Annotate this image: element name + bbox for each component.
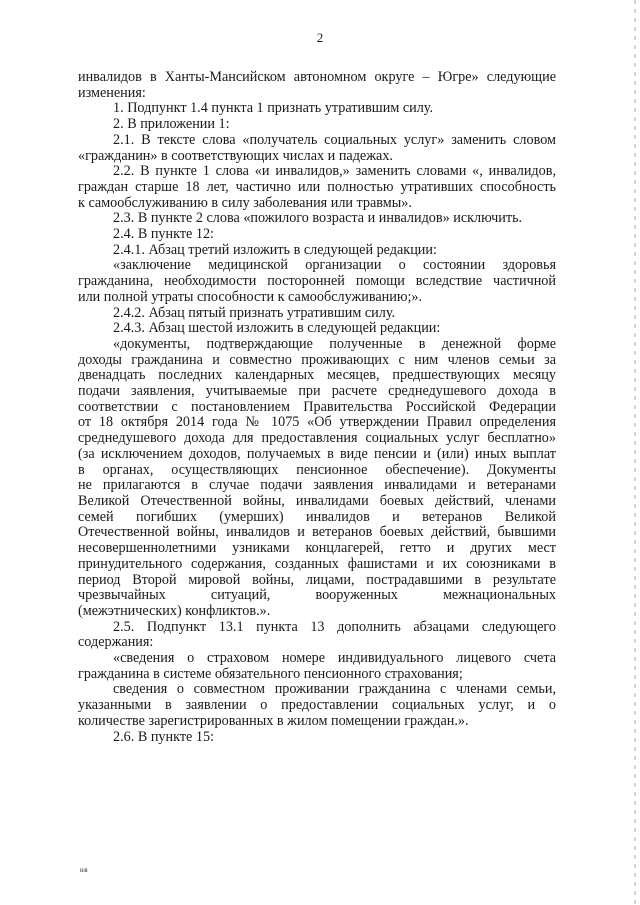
text-line: граждан старше 18 лет, частично или полностью утративших способность xyxy=(78,178,556,195)
text-line: не прилагаются в случае подачи заявления инвалидами и ветеранами xyxy=(78,477,556,494)
text-line: двенадцать последних календарных месяцев, предшествующих месяцу xyxy=(78,367,556,384)
text-line: подачи заявления, учитываемые при расчете среднедушевого дохода в xyxy=(78,383,556,400)
text-line: «заключение медицинской организации о состоянии здоровья xyxy=(113,257,556,274)
text-line: доходы гражданина и совместно проживающих с ним членов семьи за xyxy=(78,351,556,368)
text-line: семей погибших (умерших) инвалидов и ветеранов Великой xyxy=(78,508,556,525)
text-line: в органах, осуществляющих пенсионное обеспечение). Документы xyxy=(78,461,556,478)
text-line: от 18 октября 2014 года № 1075 «Об утверждении Правил определения xyxy=(78,414,556,431)
text-line: 2.5. Подпункт 13.1 пункта 13 дополнить абзацами следующего xyxy=(113,618,556,635)
text-line: «документы, подтверждающие полученные в денежной форме xyxy=(113,335,556,352)
text-line: сведения о совместном проживании гражданина с членами семьи, xyxy=(113,681,556,698)
text-line: 2.4. В пункте 12: xyxy=(113,226,214,243)
text-line: период Второй мировой войны, лицами, пострадавшими в результате xyxy=(78,571,556,588)
text-line: количестве зарегистрированных в жилом помещении граждан.». xyxy=(78,712,469,729)
text-line: Отечественной войны, инвалидов и ветеранов боевых действий, бывшими xyxy=(78,524,556,541)
text-line: 2.6. В пункте 15: xyxy=(113,728,214,745)
document-body xyxy=(78,70,556,745)
text-line: 2.4.2. Абзац пятый признать утратившим силу. xyxy=(113,304,396,321)
text-line: к самообслуживанию в силу заболевания или травмы». xyxy=(78,194,412,211)
text-line: 1. Подпункт 1.4 пункта 1 признать утратившим силу. xyxy=(113,100,434,117)
text-line: 2.4.1. Абзац третий изложить в следующей редакции: xyxy=(113,241,437,258)
text-line: инвалидов в Ханты-Мансийском автономном округе – Югре» следующие xyxy=(78,69,556,85)
page-number: 2 xyxy=(316,30,324,45)
text-line: несовершеннолетними узниками концлагерей, гетто и других мест xyxy=(78,540,556,557)
text-line: или полной утраты способности к самообслуживанию;». xyxy=(78,288,423,305)
text-line: изменения: xyxy=(78,84,146,101)
footer-code: нв xyxy=(80,866,89,874)
text-line: «гражданин» в соответствующих числах и падежах. xyxy=(78,147,393,164)
text-line: 2.4.3. Абзац шестой изложить в следующей редакции: xyxy=(113,320,441,337)
text-line: принудительного содержания, созданных фашистами и их союзниками в xyxy=(78,555,556,572)
text-line: гражданина, необходимости посторонней помощи вследствие частичной xyxy=(78,273,556,290)
text-line: чрезвычайных ситуаций, вооруженных межнациональных xyxy=(78,587,556,604)
text-line: указанными в заявлении о предоставлении социальных услуг, и о xyxy=(78,697,556,714)
text-line: содержания: xyxy=(78,634,154,651)
text-line: 2.3. В пункте 2 слова «пожилого возраста и инвалидов» исключить. xyxy=(113,210,523,227)
text-line: «сведения о страховом номере индивидуального лицевого счета xyxy=(113,650,556,667)
scan-edge-artifact xyxy=(634,0,636,905)
text-line: 2.1. В тексте слова «получатель социальных услуг» заменить словом xyxy=(113,131,556,148)
text-line: соответствии с постановлением Правительства Российской Федерации xyxy=(78,398,556,415)
text-line: Великой Отечественной войны, инвалидами боевых действий, членами xyxy=(78,492,556,509)
text-line: 2. В приложении 1: xyxy=(113,116,230,133)
text-line: среднедушевого дохода для предоставления социальных услуг бесплатно» xyxy=(78,430,556,447)
text-line: 2.2. В пункте 1 слова «и инвалидов,» заменить словами «, инвалидов, xyxy=(113,163,556,180)
text-line: (межэтнических) конфликтов.». xyxy=(78,602,271,619)
text-line: (за исключением доходов, получаемых в виде пенсии и (или) иных выплат xyxy=(78,445,556,462)
text-line: гражданина в системе обязательного пенсионного страхования; xyxy=(78,665,463,682)
